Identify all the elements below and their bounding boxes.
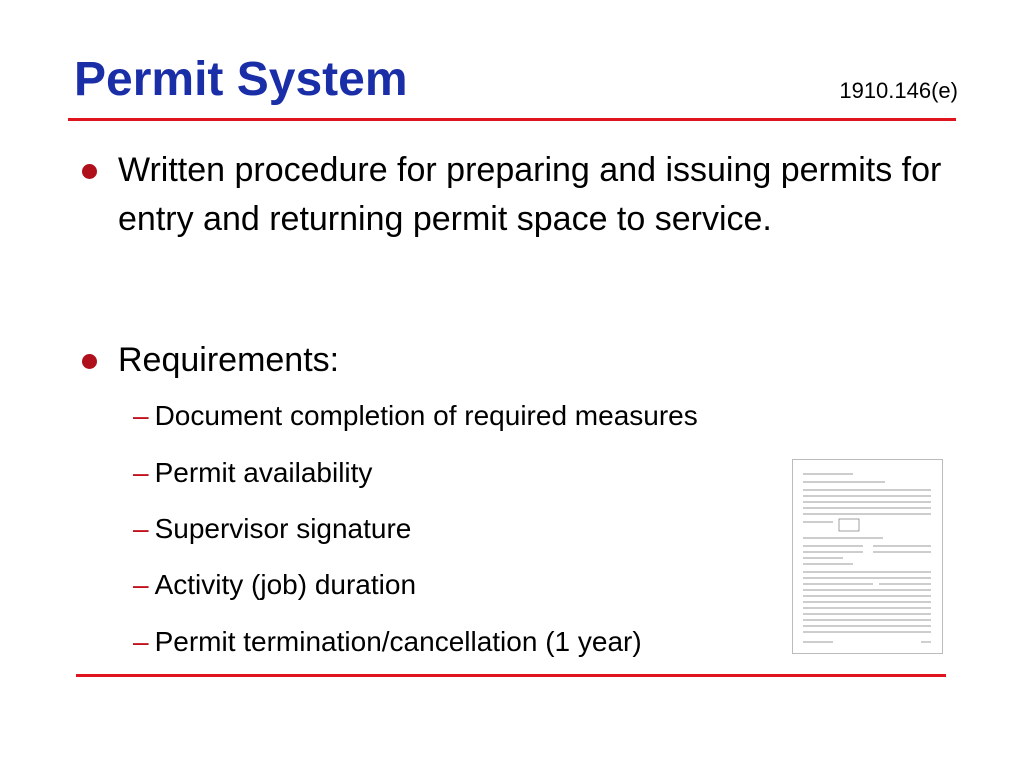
dash-icon: – xyxy=(133,400,149,431)
requirement-text: Supervisor signature xyxy=(154,513,412,544)
bullet-dot-icon xyxy=(82,164,97,179)
bullet-text: Written procedure for preparing and issuing permits for entry and returning permit space to service. xyxy=(118,151,942,238)
dash-icon: – xyxy=(133,513,149,544)
permit-form-thumbnail-icon xyxy=(792,459,943,654)
requirement-item xyxy=(133,571,416,599)
requirement-item xyxy=(133,515,411,543)
bullet-dot-icon xyxy=(82,354,97,369)
permit-form-graphic xyxy=(793,460,942,653)
dash-icon: – xyxy=(133,626,149,657)
requirement-text: Document completion of required measures xyxy=(154,400,698,431)
slide-title: Permit System xyxy=(74,53,408,106)
dash-icon: – xyxy=(133,569,149,600)
bullet-item xyxy=(118,146,958,244)
requirement-item xyxy=(133,628,642,656)
footer-divider xyxy=(76,674,946,677)
requirement-text: Activity (job) duration xyxy=(154,569,417,600)
requirement-item xyxy=(133,459,372,487)
bullet-item xyxy=(118,336,958,385)
dash-icon: – xyxy=(133,457,149,488)
regulation-reference: 1910.146(e) xyxy=(839,78,958,103)
requirement-text: Permit termination/cancellation (1 year) xyxy=(154,626,642,657)
requirement-item xyxy=(133,402,698,430)
title-divider xyxy=(68,118,956,121)
bullet-text: Requirements: xyxy=(118,341,340,379)
requirement-text: Permit availability xyxy=(154,457,373,488)
